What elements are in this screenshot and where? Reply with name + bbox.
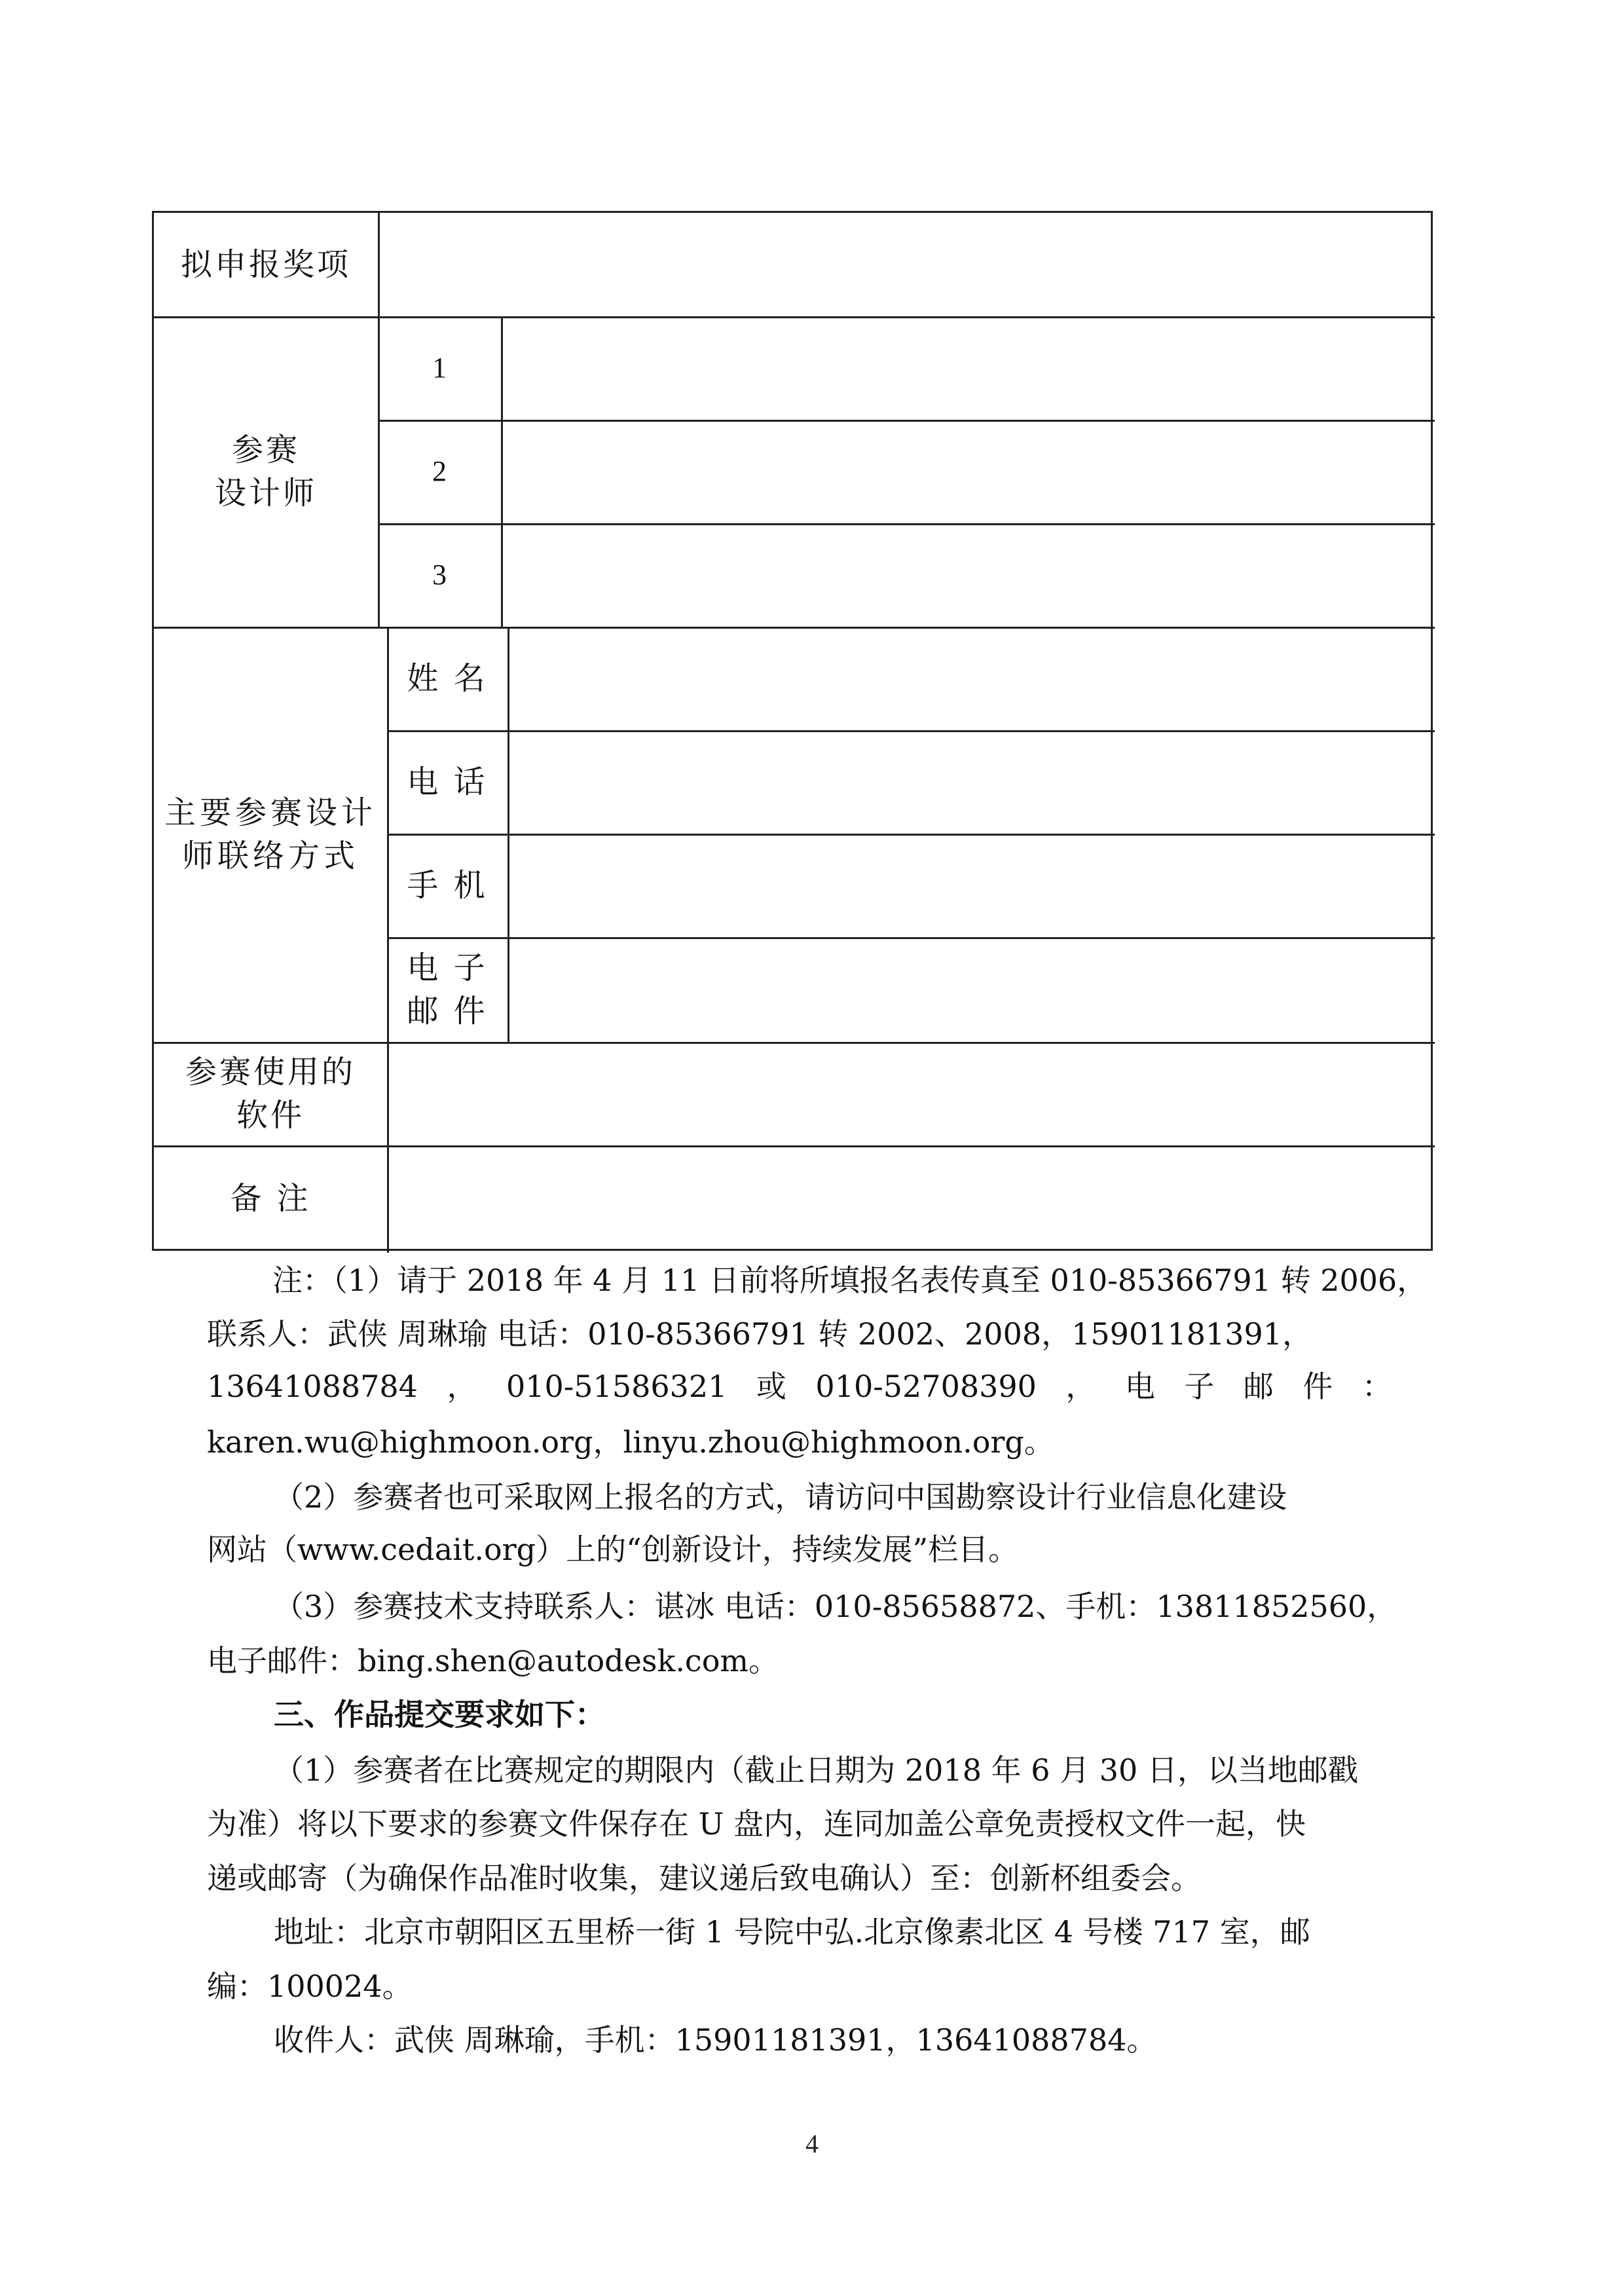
note-text-part: 010-51586321 [506, 1369, 728, 1404]
note-text-part: 或 [756, 1369, 786, 1404]
note-1-line-2: 联系人：武侠 周琳瑜 电话：010-85366791 转 2002、2008，15901181391， [207, 1316, 1313, 1352]
contact-name-field[interactable] [509, 627, 1433, 730]
designer-3-field[interactable] [503, 523, 1433, 627]
designer-2-field[interactable] [503, 420, 1433, 523]
award-label: 拟申报奖项 [180, 246, 351, 283]
designer-number-3: 3 [432, 559, 447, 591]
page-number: 4 [805, 2129, 819, 2158]
section-3-para-1-line-3: 递或邮寄（为确保作品准时收集，建议递后致电确认）至：创新杯组委会。 [207, 1861, 1201, 1896]
address-line-1: 地址：北京市朝阳区五里桥一街 1 号院中弘.北京像素北区 4 号楼 717 室，邮 [274, 1914, 1310, 1950]
contact-mobile-field[interactable] [509, 834, 1433, 937]
note-text-part: 010-52708390 [815, 1369, 1037, 1404]
designer-number-2: 2 [432, 455, 447, 487]
note-text-part: ， [447, 1369, 477, 1404]
contact-phone-field[interactable] [509, 730, 1433, 834]
note-3-line-2: 电子邮件：bing.shen@autodesk.com。 [207, 1643, 779, 1678]
note-1-line-4: karen.wu@highmoon.org，linyu.zhou@highmoon.org。 [207, 1424, 1054, 1460]
note-text-part: 13641088784 [207, 1369, 418, 1404]
award-field[interactable] [380, 213, 1433, 316]
note-text-part: 电 [1124, 1369, 1155, 1404]
designer-1-field[interactable] [503, 316, 1433, 420]
note-text-part: ： [1361, 1369, 1392, 1404]
note-text-part: 子 [1184, 1369, 1215, 1404]
section-3-para-1-line-2: 为准）将以下要求的参赛文件保存在 U 盘内，连同加盖公章免责授权文件一起，快 [207, 1806, 1306, 1842]
registration-form-table [152, 211, 1433, 1251]
software-field[interactable] [389, 1042, 1433, 1145]
note-text-part: 邮 [1243, 1369, 1274, 1404]
software-label: 参赛使用的 软件 [185, 1054, 356, 1134]
contact-phone-label: 电 话 [407, 764, 488, 800]
note-2-line-1: （2）参赛者也可采取网上报名的方式，请访问中国勘察设计行业信息化建设 [274, 1479, 1287, 1515]
designers-label: 参赛 设计师 [214, 432, 317, 511]
note-text-part: 件 [1302, 1369, 1333, 1404]
remarks-label: 备 注 [230, 1179, 311, 1217]
note-1-line-3 [207, 1367, 1392, 1406]
section-3-para-1-line-1: （1）参赛者在比赛规定的期限内（截止日期为 2018 年 6 月 30 日，以当地邮戳 [274, 1752, 1358, 1788]
designer-number-1: 1 [432, 352, 447, 384]
note-1-line-1: 注：（1）请于 2018 年 4 月 11 日前将所填报名表传真至 010-85366791 转 2006， [272, 1263, 1428, 1298]
contact-email-field[interactable] [509, 937, 1433, 1042]
contact-name-label: 姓 名 [407, 660, 488, 697]
remarks-field[interactable] [389, 1145, 1433, 1251]
recipient-line: 收件人：武侠 周琳瑜，手机：15901181391，13641088784。 [274, 2022, 1157, 2058]
contact-label: 主要参赛设计 师联络方式 [164, 794, 377, 874]
address-line-2: 编：100024。 [207, 1969, 413, 2004]
note-text-part: ， [1065, 1369, 1096, 1404]
contact-mobile-label: 手 机 [407, 867, 488, 904]
section-3-heading: 三、作品提交要求如下： [274, 1697, 605, 1732]
note-3-line-1: （3）参赛技术支持联系人：谌冰 电话：010-85658872、手机：13811852560， [274, 1589, 1397, 1624]
contact-email-label: 电 子 邮 件 [407, 950, 488, 1029]
note-2-line-2: 网站（www.cedait.org）上的“创新设计，持续发展”栏目。 [207, 1532, 1019, 1567]
